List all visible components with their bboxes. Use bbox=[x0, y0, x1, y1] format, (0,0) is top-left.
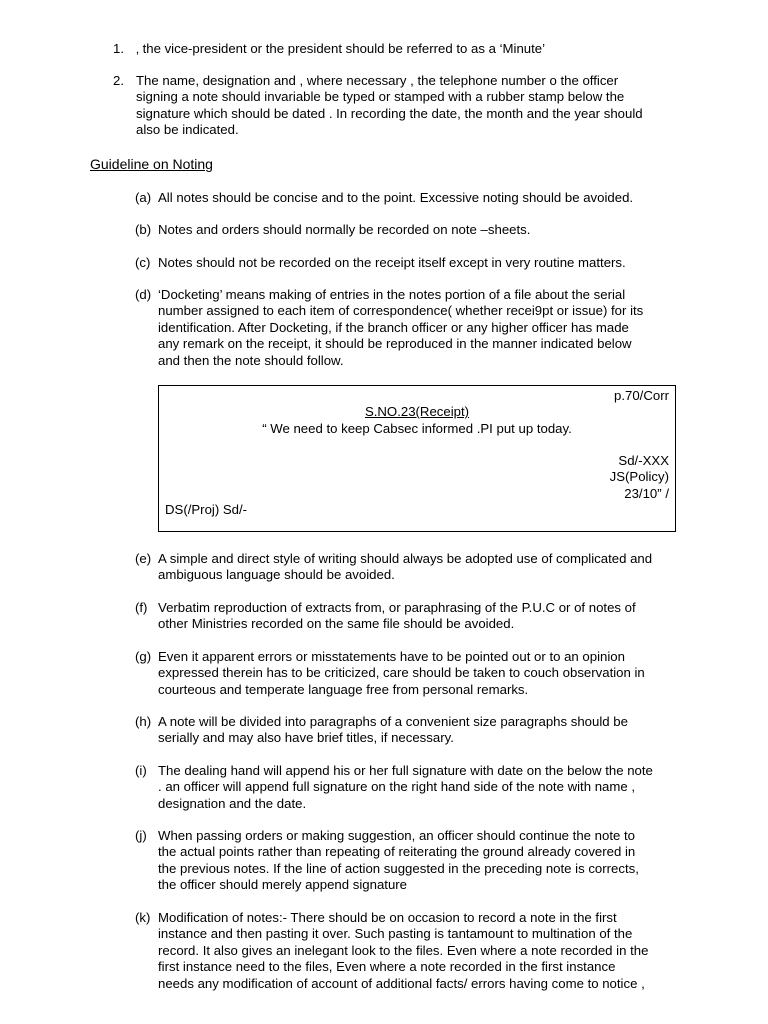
guideline-text: designation and the date. bbox=[158, 795, 307, 811]
docket-signature-block bbox=[610, 453, 669, 502]
docket-page-ref: p.70/Corr bbox=[614, 388, 669, 403]
guideline-text: identification. After Docketing, if the branch officer or any higher officer has made bbox=[158, 319, 629, 335]
guideline-text: The dealing hand will append his or her full signature with date on the below the note bbox=[158, 763, 653, 778]
item-text: also be indicated. bbox=[136, 122, 239, 138]
guideline-b bbox=[135, 222, 678, 238]
docket-signature-line: Sd/-XXX bbox=[618, 453, 669, 468]
guideline-text: other Ministries recorded on the same file should be avoided. bbox=[158, 616, 515, 632]
guideline-text: Even it apparent errors or misstatements have to be pointed out or to an opinion bbox=[158, 649, 625, 664]
guideline-text: . an officer will append full signature on the right hand side of the note with name , bbox=[158, 779, 636, 795]
docket-serial-text: S.NO.23(Receipt) bbox=[364, 404, 470, 419]
guideline-text: first instance need to the files, Even where a note recorded in the first instance bbox=[158, 959, 616, 975]
guideline-k bbox=[135, 910, 678, 992]
guideline-marker: (e) bbox=[135, 551, 152, 566]
guideline-marker: (d) bbox=[135, 287, 152, 302]
item-text: The name, designation and , where necessary , the telephone number o the officer bbox=[136, 73, 619, 88]
guideline-text: ‘Docketing’ means making of entries in the notes portion of a file about the serial bbox=[158, 287, 626, 302]
guideline-d bbox=[135, 287, 678, 369]
numbered-item-1 bbox=[113, 41, 678, 57]
guideline-marker: (g) bbox=[135, 649, 152, 664]
guideline-text: expressed therein has to be criticized, care should be taken to couch observation in bbox=[158, 665, 645, 681]
guideline-c bbox=[135, 255, 678, 271]
guideline-text: instance and then pasting it over. Such pasting is tantamount to multination of the bbox=[158, 926, 633, 942]
guideline-text: All notes should be concise and to the point. Excessive noting should be avoided. bbox=[158, 190, 634, 205]
guideline-text: number assigned to each item of correspondence( whether recei9pt or issue) for its bbox=[158, 303, 644, 319]
guideline-g bbox=[135, 649, 678, 698]
item-number: 2. bbox=[113, 73, 124, 88]
guideline-text: needs any modification of account of additional facts/ errors having come to notice , bbox=[158, 975, 645, 991]
guideline-text: Notes and orders should normally be recorded on note –sheets. bbox=[158, 222, 531, 237]
guideline-text: serially and may also have brief titles, if necessary. bbox=[158, 730, 454, 746]
guideline-text: When passing orders or making suggestion, an officer should continue the note to bbox=[158, 828, 635, 843]
section-heading: Guideline on Noting bbox=[90, 156, 213, 172]
item-text: signature which should be dated . In recording the date, the month and the year should bbox=[136, 105, 643, 121]
guideline-text: A note will be divided into paragraphs of a convenient size paragraphs should be bbox=[158, 714, 628, 729]
item-text: ‚ the vice-president or the president should be referred to as a ‘Minute’ bbox=[136, 41, 546, 56]
docket-example-box bbox=[158, 385, 676, 532]
guideline-text: the actual points rather than repeating of reiterating the ground already covered in bbox=[158, 844, 636, 860]
guideline-text: record. It also gives an inelegant look to the files. Even where a note recorded in the bbox=[158, 942, 649, 958]
guideline-text: courteous and temperate language free from personal remarks. bbox=[158, 681, 529, 697]
docket-serial-number bbox=[159, 404, 675, 420]
docket-remark: “ We need to keep Cabsec informed .PI put up today. bbox=[262, 421, 572, 436]
guideline-h bbox=[135, 714, 678, 747]
guideline-text: Verbatim reproduction of extracts from, or paraphrasing of the P.U.C or of notes of bbox=[158, 600, 636, 615]
guideline-text: any remark on the receipt, it should be reproduced in the manner indicated below bbox=[158, 336, 632, 352]
guideline-marker: (k) bbox=[135, 910, 151, 925]
guideline-marker: (b) bbox=[135, 222, 152, 237]
guideline-a bbox=[135, 190, 678, 206]
guideline-marker: (c) bbox=[135, 255, 151, 270]
guideline-text: and then the note should follow. bbox=[158, 352, 344, 368]
docket-ds-signature: DS(/Proj) Sd/- bbox=[165, 502, 248, 517]
docket-signature-line: JS(Policy) bbox=[609, 469, 669, 485]
guideline-text: Notes should not be recorded on the receipt itself except in very routine matters. bbox=[158, 255, 626, 270]
docket-signature-line: 23/10” / bbox=[624, 485, 669, 501]
guideline-text: A simple and direct style of writing should always be adopted use of complicated and bbox=[158, 551, 653, 566]
guideline-text: Modification of notes:- There should be on occasion to record a note in the first bbox=[158, 910, 617, 925]
guideline-marker: (i) bbox=[135, 763, 147, 778]
item-text: signing a note should invariable be typed or stamped with a rubber stamp below the bbox=[136, 89, 625, 105]
guideline-text: the previous notes. If the line of action suggested in the preceding note is corrects, bbox=[158, 860, 639, 876]
guideline-text: ambiguous language should be avoided. bbox=[158, 567, 395, 583]
guideline-text: the officer should merely append signature bbox=[158, 877, 408, 893]
guideline-marker: (h) bbox=[135, 714, 152, 729]
guideline-j bbox=[135, 828, 678, 894]
guideline-marker: (f) bbox=[135, 600, 148, 615]
guideline-e bbox=[135, 551, 678, 584]
guideline-marker: (j) bbox=[135, 828, 147, 843]
guideline-i bbox=[135, 763, 678, 812]
guideline-f bbox=[135, 600, 678, 633]
item-number: 1. bbox=[113, 41, 124, 56]
numbered-item-2 bbox=[113, 73, 678, 139]
guideline-marker: (a) bbox=[135, 190, 152, 205]
